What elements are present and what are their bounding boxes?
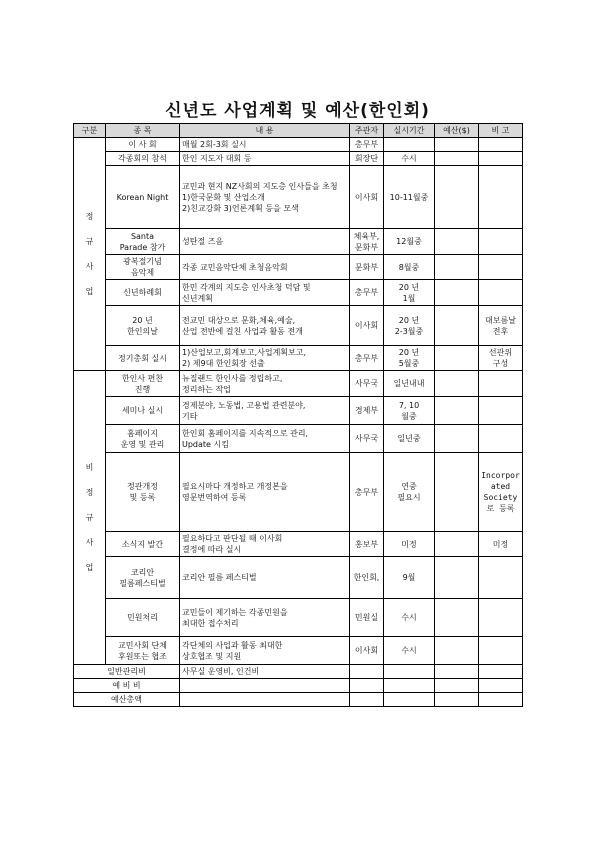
remarks-cell (479, 371, 523, 397)
period-cell: 일년내내 (384, 371, 435, 397)
footer-empty-cell (384, 665, 435, 679)
budget-cell (435, 532, 479, 557)
item-cell: 정관개정 및 등록 (106, 453, 180, 532)
remarks-cell: 선관위 구성 (479, 346, 523, 371)
content-cell: 필요하다고 판단될 때 이사회 결정에 따라 실시 (180, 532, 350, 557)
table-header-row (74, 124, 523, 138)
remarks-cell (479, 599, 523, 637)
content-cell: 코리안 필름 페스티벌 (180, 557, 350, 599)
organizer-cell: 이사회 (350, 637, 384, 665)
content-cell: 각종 교민음악단체 초청음악회 (180, 255, 350, 280)
category-char: 업 (85, 287, 94, 296)
budget-cell (435, 229, 479, 255)
period-cell: 20 년 5월중 (384, 346, 435, 371)
period-cell: 수시 (384, 637, 435, 665)
budget-cell (435, 306, 479, 346)
budget-cell (435, 138, 479, 152)
item-cell: 한인사 편찬 진행 (106, 371, 180, 397)
footer-empty-cell (350, 679, 384, 693)
table-row (74, 138, 523, 152)
item-cell: 코리안 필름페스티벌 (106, 557, 180, 599)
budget-cell (435, 637, 479, 665)
regular-category-cell (74, 138, 106, 371)
period-cell: 연중 필요시 (384, 453, 435, 532)
organizer-cell: 체육부, 문화부 (350, 229, 384, 255)
footer-empty-cell (384, 679, 435, 693)
category-char: 정 (85, 212, 94, 221)
period-cell: 미정 (384, 532, 435, 557)
period-cell (384, 138, 435, 152)
category-char: 정 (85, 488, 94, 497)
table-body (74, 138, 523, 707)
footer-empty-cell (350, 693, 384, 707)
remarks-cell (479, 280, 523, 306)
item-cell: 세미나 실시 (106, 397, 180, 425)
content-cell: 필요시마다 개정하고 개정본을 영문번역하여 등록 (180, 453, 350, 532)
budget-cell (435, 255, 479, 280)
footer-empty-cell (479, 693, 523, 707)
table-row (74, 425, 523, 453)
category-char: 규 (85, 513, 94, 522)
footer-row (74, 693, 523, 707)
item-cell: Santa Parade 참가 (106, 229, 180, 255)
header-category: 구분 (74, 124, 106, 138)
table-row (74, 532, 523, 557)
footer-empty-cell (479, 679, 523, 693)
item-cell: 이 사 회 (106, 138, 180, 152)
item-cell: 소식지 발간 (106, 532, 180, 557)
table-row (74, 557, 523, 599)
remarks-cell: Incorpor ated Society 로 등록 (479, 453, 523, 532)
table-row (74, 371, 523, 397)
category-char: 규 (85, 237, 94, 246)
table-row (74, 229, 523, 255)
item-cell: 교민사회 단체 후원또는 협조 (106, 637, 180, 665)
organizer-cell: 문화부 (350, 255, 384, 280)
category-char: 비 (85, 463, 94, 472)
content-cell: 한인회 홈페이지를 지속적으로 관리, Update 시킴 (180, 425, 350, 453)
table-row (74, 152, 523, 166)
organizer-cell: 경제부 (350, 397, 384, 425)
period-cell: 9월 (384, 557, 435, 599)
organizer-cell: 총무부 (350, 453, 384, 532)
footer-empty-cell (435, 693, 479, 707)
header-content: 내 용 (180, 124, 350, 138)
table-row (74, 599, 523, 637)
content-cell: 뉴질랜드 한인사를 정립하고, 정리하는 작업 (180, 371, 350, 397)
organizer-cell: 사무국 (350, 425, 384, 453)
table-row (74, 306, 523, 346)
item-cell: 신년하례회 (106, 280, 180, 306)
organizer-cell: 민원실 (350, 599, 384, 637)
item-cell: 각종회의 참석 (106, 152, 180, 166)
header-remarks: 비 고 (479, 124, 523, 138)
remarks-cell (479, 557, 523, 599)
period-cell: 20 년 2-3월중 (384, 306, 435, 346)
content-cell: 1)산업보고,회계보고,사업계획보고, 2) 제9대 한인회장 선출 (180, 346, 350, 371)
budget-cell (435, 346, 479, 371)
item-cell: 20 년 한인의날 (106, 306, 180, 346)
budget-cell (435, 557, 479, 599)
footer-empty-cell (350, 665, 384, 679)
header-organizer: 주관자 (350, 124, 384, 138)
content-cell: 교민들이 제기하는 각종민원을 최대한 접수처리 (180, 599, 350, 637)
content-cell: 전교민 대상으로 문화,체육,예술, 산업 전반에 걸친 사업과 활동 전개 (180, 306, 350, 346)
footer-empty-cell (479, 665, 523, 679)
budget-cell (435, 425, 479, 453)
item-cell: Korean Night (106, 166, 180, 229)
table-row (74, 637, 523, 665)
table-row (74, 255, 523, 280)
organizer-cell: 회장단 (350, 152, 384, 166)
period-cell: 12월중 (384, 229, 435, 255)
period-cell: 수시 (384, 152, 435, 166)
period-cell: 8월중 (384, 255, 435, 280)
page-title-text: 신년도 사업계획 및 예산(한인회) (165, 96, 430, 121)
footer-row (74, 665, 523, 679)
footer-empty-cell (384, 693, 435, 707)
budget-cell (435, 397, 479, 425)
category-char: 업 (85, 563, 94, 572)
footer-label-cell: 예 비 비 (74, 679, 180, 693)
organizer-cell: 홍보부 (350, 532, 384, 557)
content-cell: 교민과 현지 NZ사회의 지도층 인사들을 초청 1)한국문화 및 산업소개 2)친교강화 3)언론계획 등을 모색 (180, 166, 350, 229)
footer-content-cell: 사무실 운영비, 인건비 (180, 665, 350, 679)
budget-cell (435, 166, 479, 229)
table-row (74, 397, 523, 425)
content-cell: 성탄절 즈음 (180, 229, 350, 255)
organizer-cell: 총무부 (350, 280, 384, 306)
organizer-cell: 이사회 (350, 306, 384, 346)
period-cell: 수시 (384, 599, 435, 637)
irregular-category-cell (74, 371, 106, 665)
header-budget: 예산($) (435, 124, 479, 138)
footer-label-cell: 예산총액 (74, 693, 180, 707)
budget-cell (435, 371, 479, 397)
budget-cell (435, 599, 479, 637)
item-cell: 홈페이지 운영 및 관리 (106, 425, 180, 453)
remarks-cell: 대보름날 전후 (479, 306, 523, 346)
footer-empty-cell (435, 665, 479, 679)
period-cell: 7, 10 월중 (384, 397, 435, 425)
content-cell: 각단체의 사업과 활동 최대한 상호협조 및 지원 (180, 637, 350, 665)
remarks-cell (479, 152, 523, 166)
content-cell: 경제분야, 노동법, 고용법 관련분야, 기타 (180, 397, 350, 425)
organizer-cell: 사무국 (350, 371, 384, 397)
remarks-cell (479, 425, 523, 453)
period-cell: 10-11월중 (384, 166, 435, 229)
budget-cell (435, 280, 479, 306)
organizer-cell: 이사회 (350, 166, 384, 229)
table-row (74, 453, 523, 532)
footer-content-cell (180, 679, 350, 693)
budget-cell (435, 152, 479, 166)
remarks-cell (479, 166, 523, 229)
organizer-cell: 총무부 (350, 346, 384, 371)
organizer-cell: 한인회, (350, 557, 384, 599)
item-cell: 광복절기념 음악제 (106, 255, 180, 280)
category-char: 사 (85, 262, 94, 271)
footer-content-cell (180, 693, 350, 707)
remarks-cell (479, 138, 523, 152)
period-cell: 일년중 (384, 425, 435, 453)
period-cell: 20 년 1월 (384, 280, 435, 306)
item-cell: 정기총회 실시 (106, 346, 180, 371)
budget-plan-table (73, 123, 523, 707)
budget-cell (435, 453, 479, 532)
item-cell: 민원처리 (106, 599, 180, 637)
table-row (74, 166, 523, 229)
table-row (74, 280, 523, 306)
content-cell: 한인 지도자 대회 등 (180, 152, 350, 166)
table-row (74, 346, 523, 371)
content-cell: 매월 2회-3회 실시 (180, 138, 350, 152)
footer-label-cell: 일반관리비 (74, 665, 180, 679)
page-title (0, 96, 595, 121)
header-period: 실시기간 (384, 124, 435, 138)
remarks-cell (479, 397, 523, 425)
remarks-cell (479, 255, 523, 280)
header-item: 종 목 (106, 124, 180, 138)
content-cell: 한민 각계의 지도층 인사초청 덕담 및 신년계획 (180, 280, 350, 306)
category-char: 사 (85, 538, 94, 547)
organizer-cell: 총무부 (350, 138, 384, 152)
remarks-cell: 미정 (479, 532, 523, 557)
remarks-cell (479, 229, 523, 255)
remarks-cell (479, 637, 523, 665)
footer-empty-cell (435, 679, 479, 693)
footer-row (74, 679, 523, 693)
